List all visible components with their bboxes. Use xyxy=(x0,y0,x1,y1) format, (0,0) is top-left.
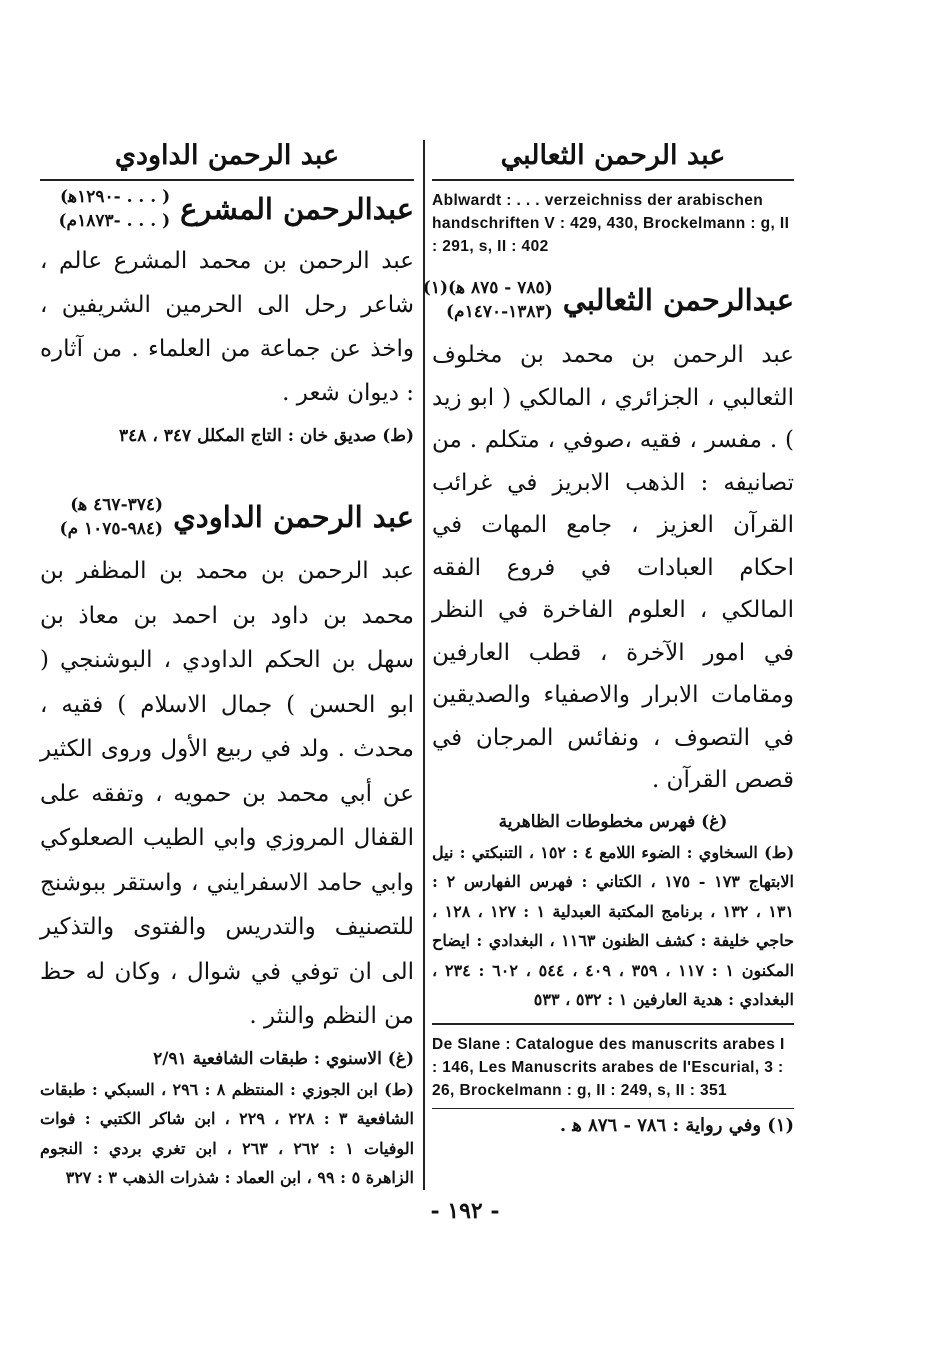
entry-title-dawudi xyxy=(40,493,414,541)
page-number: - ١٩٢ - xyxy=(430,1198,500,1224)
footnote: (١) وفي رواية : ٧٨٦ - ٨٧٦ ﻫ . xyxy=(559,1114,794,1136)
entry-dates-hijri: (٣٧٤-٤٦٧ ﻫ) xyxy=(70,495,164,515)
source-printed: (ط) السخاوي : الضوء اللامع ٤ : ١٥٢ ، التنبكتي : نيل الابتهاج ١٧٣ - ١٧٥ ، الكتاني : فهرس الفهارس ٢ : ١٣١ ، ١٣٢ ، برنامج المكتبة العبدلية ١ : ١٢٧ ، ١٢٨ ، حاجي خليفة : كشف الظنون ١١٦٣ ، البغدادي : ايضاح المكنون ١ : ١١٧ ، ٣٥٩ ، ٤٠٩ ، ٥٤٤ ، ٦٠٢ : ٢٣٤ ، البغدادي : هدية العارفين ١ : ٥٣٢ ، ٥٣٣ xyxy=(432,842,795,1009)
source-printed: (ط) ابن الجوزي : المنتظم ٨ : ٢٩٦ ، السبكي : طبقات الشافعية ٣ : ٢٢٨ ، ٢٢٩ ، ابن شاكر الكتبي : فوات الوفيات ١ : ٢٦٢ ، ٢٦٣ ، ابن تغري بردي : النجوم الزاهرة ٥ : ٩٩ ، ابن العماد : شذرات الذهب ٣ : ٣٢٧ xyxy=(40,1079,415,1187)
entry-body: عبد الرحمن بن محمد بن مخلوف الثعالبي ، الجزائري ، المالكي ( ابو زيد ) . مفسر ، فقيه ،صوفي ، متكلم . من تصانيفه : الذهب الابريز في غرائب القرآن العزيز ، جامع المهات في احكام العبادات في فروع الفقه المالكي ، العلوم الفاخرة في النظر في امور الآخرة ، قطب العارفين ومقامات الابرار والاصفياء والصديقين في التصوف ، ونفائس المرجان في قصص القرآن . xyxy=(432,342,794,793)
right-header-rule xyxy=(432,179,794,181)
source-printed: (ط) صديق خان : التاج المكلل ٣٤٧ ، ٣٤٨ xyxy=(119,426,414,446)
bib-divider xyxy=(432,1023,794,1025)
entry-dates xyxy=(58,185,170,233)
source-manuscripts: (غ) الاسنوي : طبقات الشافعية ٢/٩١ xyxy=(153,1048,414,1069)
bib-reference-bottom: De Slane : Catalogue des manuscrits arabes I : 146, Les Manuscrits arabes de l'Escurial, 3 : 26, Brockelmann : g, II : 249, s, II : 351 xyxy=(432,1035,785,1099)
entry-name: عبدالرحمن الثعالبي xyxy=(562,283,794,317)
bib-reference-top: Ablwardt : . . . verzeichniss der arabischen handschriften V : 429, 430, Brockelmann : g, II : 291, s, II : 402 xyxy=(432,192,790,255)
entry-dates-gregorian: (١٣٨٣-١٤٧٠م) xyxy=(445,302,553,322)
footnote-rule xyxy=(432,1108,794,1109)
right-column xyxy=(422,135,795,1136)
entry-title-mushri xyxy=(40,185,414,233)
entry-body: عبد الرحمن بن محمد المشرع عالم ، شاعر رحل الى الحرمين الشريفين ، واخذ عن جماعة من العلماء . من آثاره : ديوان شعر . xyxy=(40,248,414,406)
entry-title-thaalibi xyxy=(422,276,794,324)
entry-dates-hijri: (٧٨٥ - ٨٧٥ ﻫ)(١) xyxy=(422,278,553,298)
entry-dates-gregorian: ( . . . -١٨٧٣م) xyxy=(58,211,171,231)
source-manuscripts: (غ) فهرس مخطوطات الظاهرية xyxy=(498,811,728,832)
entry-dates xyxy=(423,276,553,324)
left-column xyxy=(40,135,414,1193)
right-column-header: عبد الرحمن الثعالبي xyxy=(500,140,726,171)
entry-body: عبد الرحمن بن محمد بن المظفر بن محمد بن داود بن احمد بن معاذ بن سهل بن الحكم الداودي ، البوشنجي ( ابو الحسن ) جمال الاسلام ) فقيه ، محدث . ولد في ربيع الأول وروى الكثير عن أبي محمد بن حمويه ، وتفقه على القفال المروزي وابي الطيب الصعلوكي وابي حامد الاسفرايني ، واستقر ببوشنج للتصنيف والتدريس والفتوى والتذكير الى ان توفي في شوال ، وكان له حظ من النظم والنثر . xyxy=(40,558,414,1029)
left-header-rule xyxy=(40,179,414,181)
entry-dates xyxy=(60,493,164,541)
entry-name: عبدالرحمن المشرع xyxy=(180,192,414,226)
left-column-header: عبد الرحمن الداودي xyxy=(114,140,340,171)
entry-name: عبد الرحمن الداودي xyxy=(173,500,414,534)
entry-dates-gregorian: (٩٨٤-١٠٧٥ م) xyxy=(59,519,164,539)
entry-dates-hijri: ( . . . -١٢٩٠ﻫ) xyxy=(60,187,171,207)
